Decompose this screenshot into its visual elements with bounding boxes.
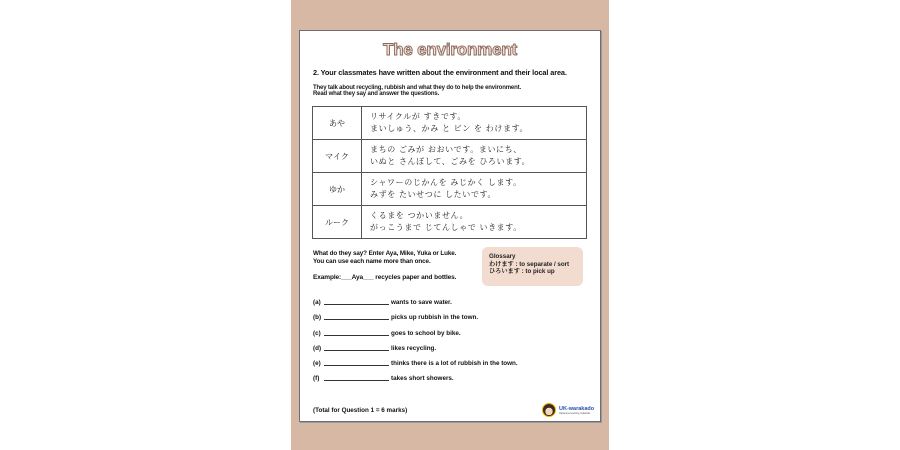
answer-text: takes short showers. — [391, 375, 454, 383]
answer-blank[interactable] — [324, 299, 389, 305]
table-row — [313, 206, 587, 239]
answer-letter: (d) — [313, 344, 322, 352]
intro-text — [313, 85, 521, 98]
logo-subtitle: Japanese learning materials — [559, 411, 591, 415]
person-name: マイク — [313, 140, 362, 173]
glossary-entry: ひろいます : to pick up — [489, 268, 555, 275]
instructions — [313, 250, 456, 265]
answer-letter: (e) — [313, 360, 321, 368]
intro-line: They talk about recycling, rubbish and what they do to help the environment. — [313, 85, 521, 91]
answer-text: thinks there is a lot of rubbish in the town. — [391, 360, 518, 368]
statement-line: がっこうまで じてんしゃで いきます。 — [370, 223, 522, 232]
answer-list — [313, 299, 518, 391]
answer-row-b — [313, 314, 518, 329]
example-line: Example:___Aya___ recycles paper and bottles. — [313, 274, 457, 281]
person-name: ルーク — [313, 206, 362, 239]
person-statement — [362, 173, 587, 206]
answer-row-a — [313, 299, 518, 314]
mascot-icon — [542, 403, 556, 417]
statement-line: リサイクルが すきです。 — [370, 112, 466, 121]
logo-name: UK-warakado — [559, 405, 595, 412]
glossary-entry: わけます : to separate / sort — [489, 260, 570, 268]
instruction-line: You can use each name more than once. — [313, 257, 431, 265]
answer-blank[interactable] — [324, 345, 389, 351]
statement-line: まちの ごみが おおいです。まいにち、 — [370, 145, 522, 154]
publisher-logo — [542, 403, 594, 417]
answer-text: picks up rubbish in the town. — [391, 314, 479, 322]
answer-blank[interactable] — [324, 360, 389, 366]
table-row — [313, 173, 587, 206]
glossary-box — [482, 247, 583, 286]
statement-line: まいしゅう、かみ と ビン を わけます。 — [370, 124, 529, 133]
statement-line: いぬと さんぽして、ごみを ひろいます。 — [370, 157, 531, 166]
answer-blank[interactable] — [324, 330, 389, 336]
statement-line: みずを たいせつに したいです。 — [370, 190, 497, 199]
answer-letter: (a) — [313, 299, 321, 306]
answer-text: goes to school by bike. — [391, 329, 461, 337]
answer-blank[interactable] — [324, 375, 389, 381]
answer-text: wants to save water. — [391, 299, 452, 306]
answer-letter: (f) — [313, 375, 320, 383]
person-statement — [362, 107, 587, 140]
glossary-heading: Glossary — [489, 253, 516, 260]
worksheet-title: The environment — [383, 40, 517, 59]
answer-blank[interactable] — [324, 314, 389, 320]
logo-text — [559, 406, 594, 415]
answer-row-c — [313, 330, 518, 345]
intro-line: Read what they say and answer the questions. — [313, 91, 440, 98]
answer-letter: (b) — [313, 314, 322, 322]
total-marks: (Total for Question 1 = 6 marks) — [313, 407, 408, 414]
person-name: あや — [313, 107, 362, 140]
answer-text: likes recycling. — [391, 344, 437, 352]
question-heading: 2. Your classmates have written about the environment and their local area. — [313, 68, 567, 77]
answer-letter: (c) — [313, 329, 321, 337]
classmates-table — [312, 106, 587, 239]
statement-line: くるまを つかいません。 — [370, 211, 469, 220]
table-row — [313, 140, 587, 173]
statement-line: シャワーのじかんを みじかく します。 — [370, 178, 522, 187]
person-name: ゆか — [313, 173, 362, 206]
worksheet-page — [299, 30, 601, 422]
answer-row-d — [313, 345, 518, 360]
answer-row-f — [313, 375, 518, 390]
person-statement — [362, 206, 587, 239]
answer-row-e — [313, 360, 518, 375]
person-statement — [362, 140, 587, 173]
table-row — [313, 107, 587, 140]
instruction-line: What do they say? Enter Aya, Mike, Yuka or Luke. — [313, 250, 457, 257]
